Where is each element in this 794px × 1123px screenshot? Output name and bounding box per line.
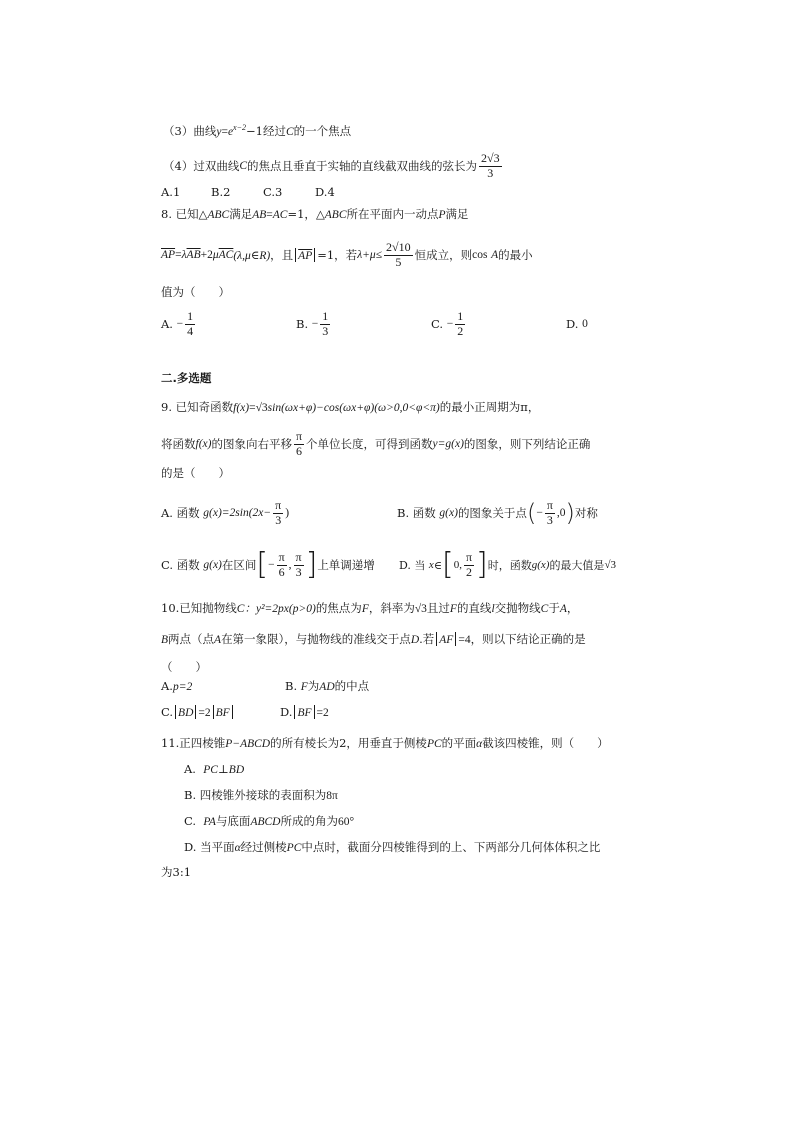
q9-option-a: A. 函数 g(x) =2sin(2x− $\frac{\pi}{3}$ ) [161,497,290,527]
q10-option-b: B. F为AD的中点 [285,679,370,693]
q9-stem-line1: 9. 已知奇函数f(x)=√3sin(ωx+φ)−cos(ωx+φ)(ω>0,0<φ<π)的最小正周期为π， [161,400,540,414]
fraction: $\frac{2√10}{5}$ [386,239,411,269]
q11-option-c: C. PA与底面ABCD所成的角为60° [184,814,355,828]
q7-option-c: C.3 [263,185,283,199]
q10-option-a: A.p=2 [161,679,193,693]
q9-option-b: B. 函数 g(x) 的图象关于点 ( − $\frac{\pi}{3}$ ,0 ) 对称 [397,497,598,527]
q11-option-a: A. PC⊥BD [184,762,245,776]
q10-stem-line2: B两点（点A在第一象限），与抛物线的准线交于点D.若 AF =4，则以下结论正确的是 [161,632,586,646]
q7-option-a: A.1 [161,185,181,199]
q11-option-d-cont: 为3:1 [161,865,192,879]
q11-stem-line1: 11.正四棱锥P−ABCD的所有棱长为2，用垂直于侧棱PC的平面α截该四棱锥，则（ ） [161,736,609,750]
q10-stem-line1: 10.已知抛物线C：y²=2px(p>0)的焦点为F，斜率为√3且过F的直线l交抛物线C于A， [161,601,579,615]
section-title: 二.多选题 [161,371,212,385]
q9-option-d: D. 当 x ∈ [ 0, $\frac{\pi}{2}$ ] 时，函数 g(x) 的最大值是 √3 [399,547,616,582]
q9-option-c: C. 函数 g(x) 在区间 [ − $\frac{\pi}{6}$ , $\frac{\pi}{3}$ ] 上单调递增 [161,547,375,582]
q7-option-b: B.2 [211,185,231,199]
q10-option-d: D. BF =2 [280,705,329,719]
q8-option-a: A. − $\frac{1}{4}$ [161,308,194,338]
q7-option-d: D.4 [315,185,335,199]
q8-stem-line1: 8. 已知△ABC满足AB=AC=1，△ABC所在平面内一动点P满足 [161,207,469,221]
q8-option-d: D. 0 [566,317,588,331]
q11-option-b: B. 四棱锥外接球的表面积为8π [184,788,338,802]
q8-option-c: C. − $\frac{1}{2}$ [431,308,464,338]
q8-stem-line2: $\overline{AP}$ = λ $\overline{AB}$ +2 μ $\overline{AC}$ (λ,μ∈R) ，且 $\overline{AP}$ =1，若 λ+μ≤ $\frac{2√10}{5}$ 恒成立，则 cos A 的最小 [161,239,533,269]
q8-stem-line3: 值为（ ） [161,285,230,299]
q11-option-d: D. 当平面α经过侧棱PC中点时，截面分四棱锥得到的上、下两部分几何体体积之比 [184,840,601,854]
q7-item4: （4）过双曲线 C 的焦点且垂直于实轴的直线截双曲线的弦长为 $\frac{2√3}{3}$ [163,150,500,180]
fraction: $\frac{2√3}{3}$ [481,150,500,180]
q7-item3: （3）曲线$y=e^{x-2}-1$经过C的一个焦点 [163,123,352,138]
q9-stem-line2: 将函数 f(x) 的图象向右平移 $\frac{\pi}{6}$ 个单位长度，可得到函数 y=g(x) 的图象，则下列结论正确 [161,428,591,458]
q10-stem-line3: （ ） [161,660,207,674]
q8-option-b: B. − $\frac{1}{3}$ [296,308,329,338]
q10-option-c: C. BD =2 BF [161,706,235,721]
q9-stem-line3: 的是（ ） [161,466,230,480]
